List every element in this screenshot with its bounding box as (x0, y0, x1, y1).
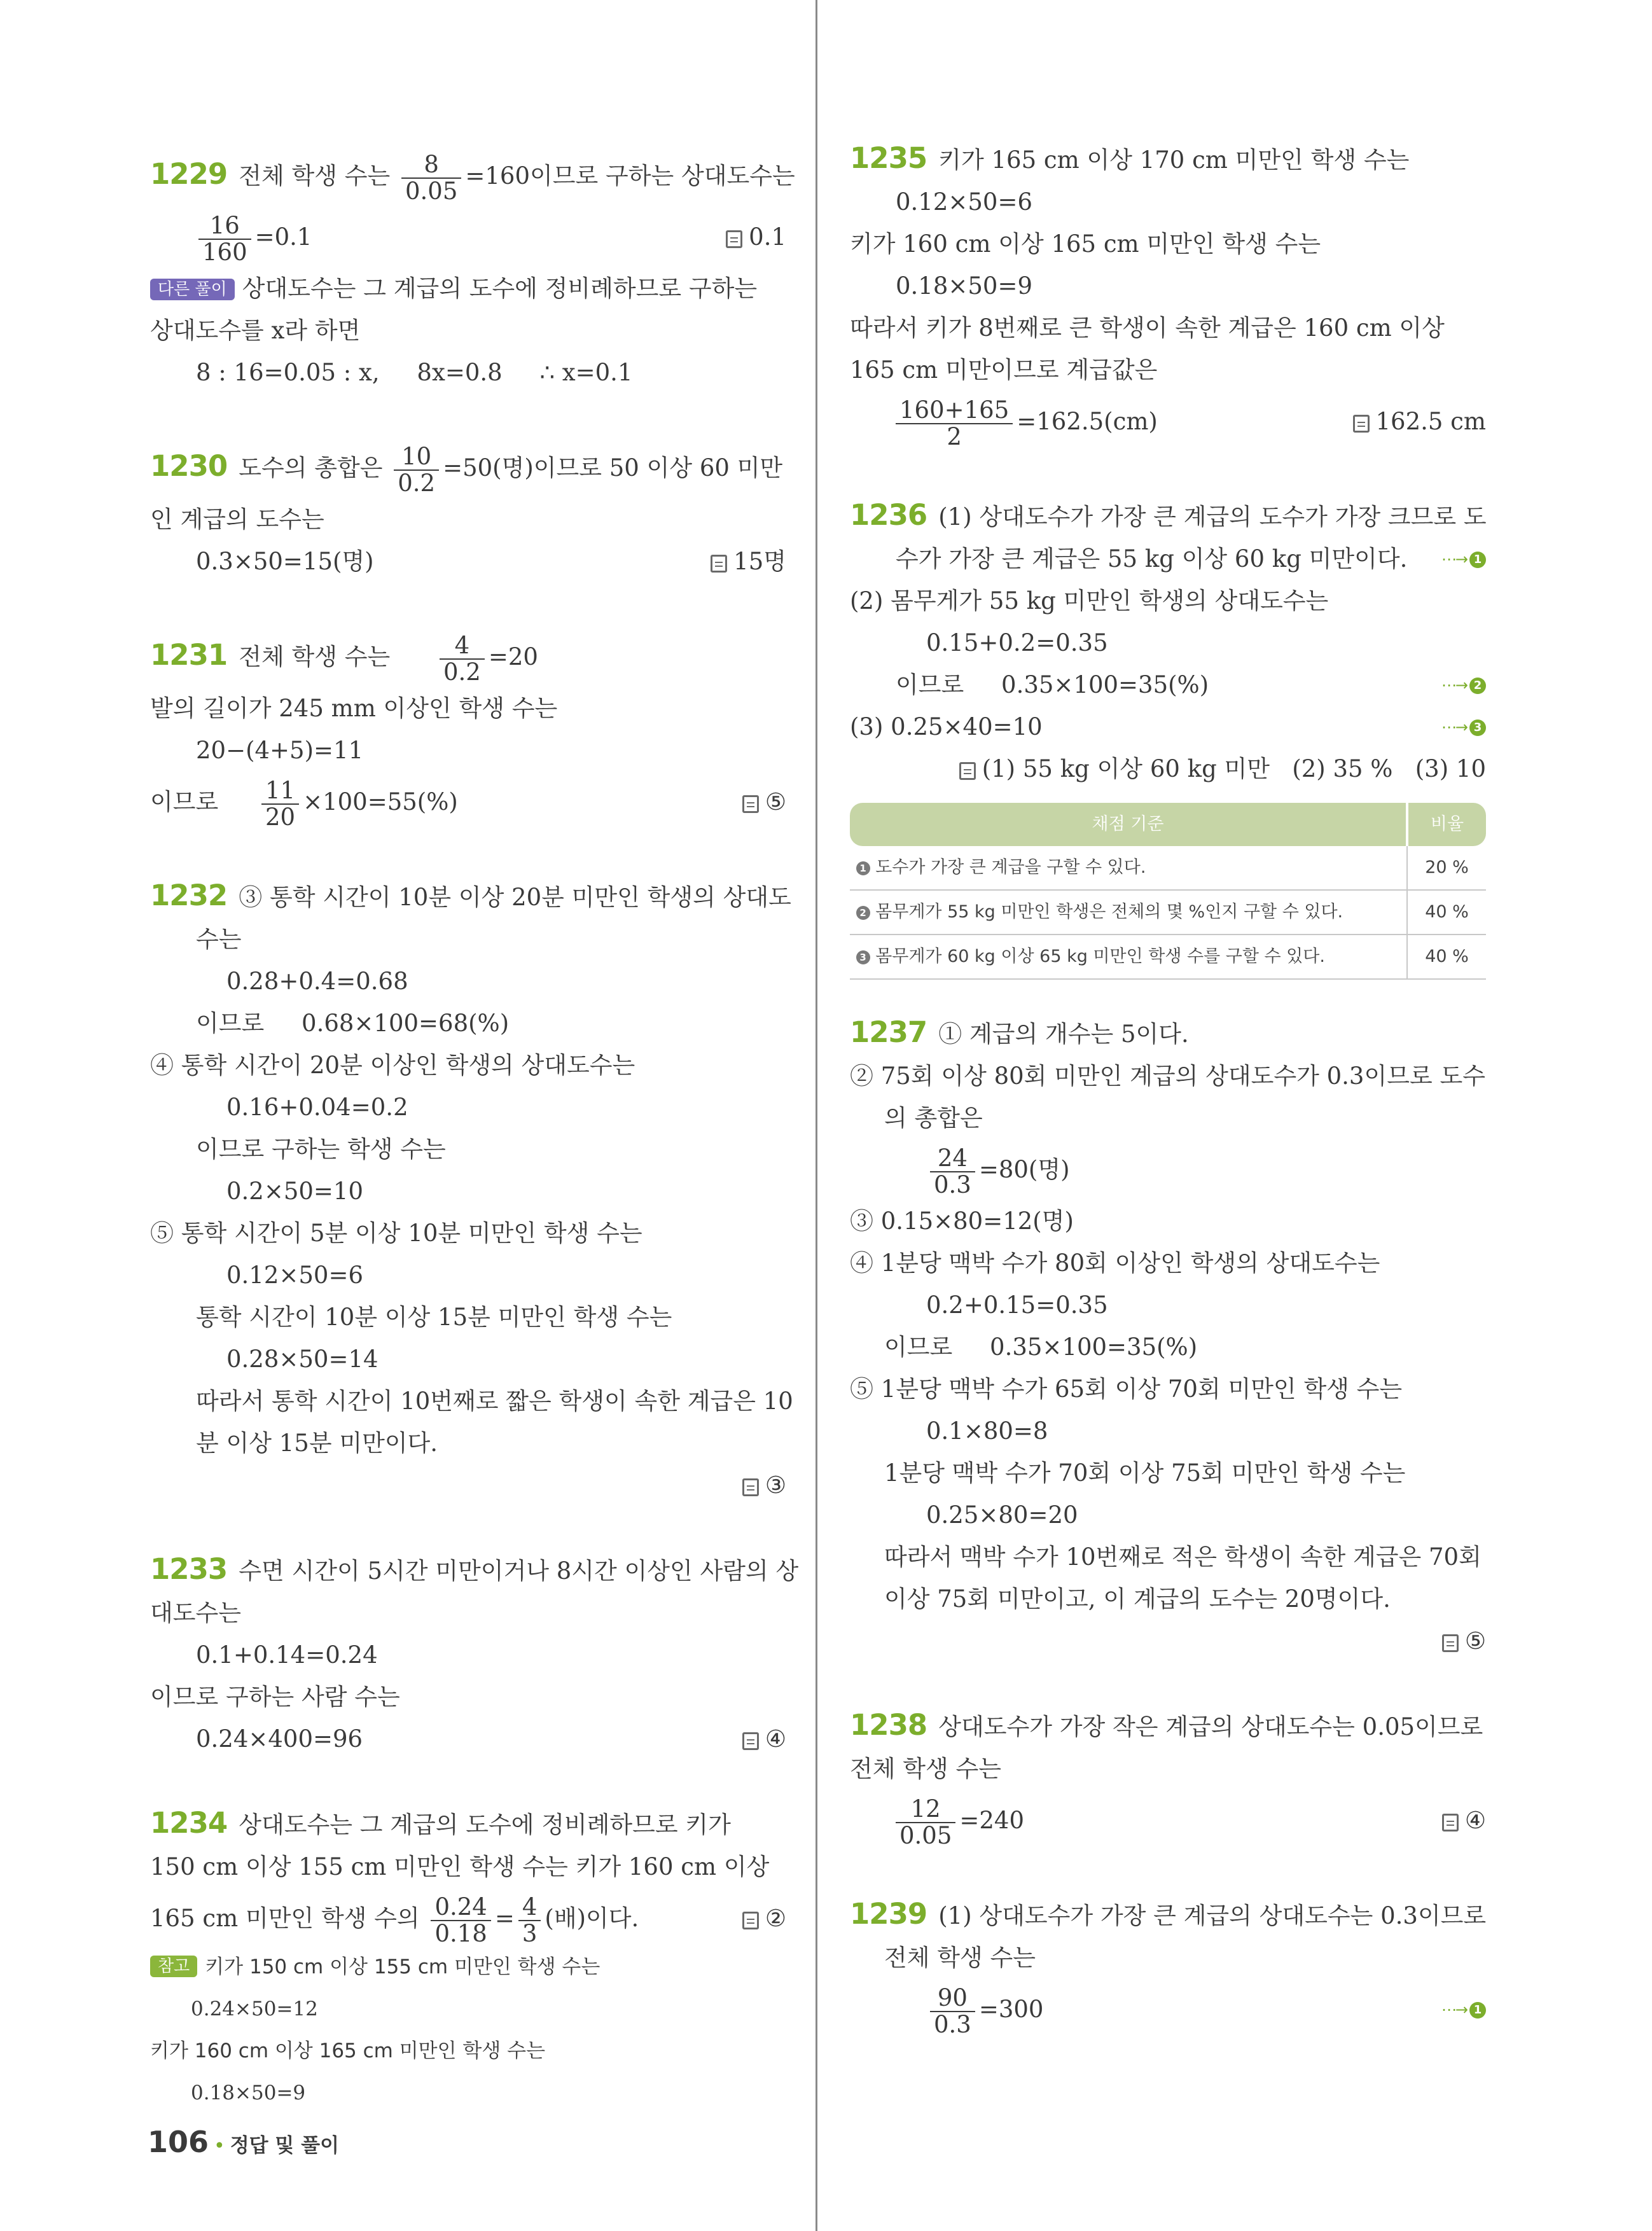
column-header: 채점 기준 (850, 803, 1407, 846)
step-marker (1441, 538, 1486, 580)
problem-line (850, 1410, 1486, 1452)
problem-line (850, 664, 1486, 706)
problem-line (150, 1129, 786, 1171)
section-title: 정답 및 풀이 (230, 2134, 340, 2157)
text: 전체 학생 수는 (239, 162, 391, 190)
problem-line (850, 1452, 1486, 1494)
problem-1230 (150, 436, 786, 583)
problem-line (850, 748, 1486, 790)
problem-line (850, 1748, 1486, 1790)
text: 0.24×400=96 (196, 1725, 363, 1753)
problem-line (850, 622, 1486, 664)
fraction (896, 1797, 955, 1849)
answer (1442, 1790, 1486, 1851)
problem-line (850, 1139, 1486, 1200)
table-row (850, 935, 1486, 979)
problem-line (150, 1003, 786, 1045)
column-header: 비율 (1407, 803, 1486, 846)
step-marker (1441, 664, 1486, 706)
problem-line (850, 538, 1486, 580)
problem-line (150, 1634, 786, 1676)
problem-line (150, 1338, 786, 1380)
problem-1236 (850, 494, 1486, 980)
bullet-icon: • (214, 2135, 225, 2157)
problem-1238 (850, 1704, 1486, 1851)
problem-line (150, 1171, 786, 1213)
table-cell (850, 935, 1407, 979)
problem-line (150, 310, 786, 352)
criteria-text: 몸무게가 55 kg 미만인 학생은 전체의 몇 %인지 구할 수 있다. (875, 902, 1343, 922)
fraction (401, 152, 461, 204)
text: 상대도수를 x라 하면 (150, 317, 361, 344)
step-marker (1441, 706, 1486, 748)
text: ③ 0.15×80=12(명) (850, 1207, 1074, 1235)
text: 키가 160 cm 이상 165 cm 미만인 학생 수는 (150, 2040, 546, 2062)
problem-line (150, 268, 786, 310)
problem-line (150, 919, 786, 961)
text: 이므로 0.35×100=35(%) (896, 671, 1209, 698)
problem-number: 1237 (850, 1015, 927, 1049)
problem-line (850, 1326, 1486, 1368)
alt-solution-badge: 다른 풀이 (150, 279, 235, 300)
problem-number: 1232 (150, 879, 228, 912)
problem-line (150, 1949, 786, 1991)
problem-line (850, 1893, 1486, 1937)
text: 분 이상 15분 미만이다. (196, 1429, 438, 1457)
answer-icon (1353, 415, 1370, 433)
denominator: 160 (202, 238, 247, 266)
text: 전체 학생 수는 (850, 1755, 1001, 1783)
problem-line (150, 625, 786, 688)
denominator: 0.2 (443, 658, 481, 686)
answer (726, 207, 786, 268)
numerator: 10 (394, 444, 439, 471)
text: 의 총합은 (884, 1104, 983, 1132)
problem-line (150, 1464, 786, 1506)
problem-line (150, 1422, 786, 1464)
text: 20−(4+5)=11 (196, 737, 364, 764)
answer-value: 162.5 cm (1375, 408, 1486, 435)
problem-line (850, 1620, 1486, 1662)
text: =240 (959, 1807, 1025, 1834)
text: 상대도수는 그 계급의 도수에 정비례하므로 키가 (239, 1811, 731, 1838)
answer-value: ② (765, 1905, 786, 1932)
text: 상대도수는 그 계급의 도수에 정비례하므로 구하는 (242, 275, 758, 302)
problem-number: 1234 (150, 1806, 228, 1840)
problem-line (150, 1548, 799, 1592)
answer-value: ③ (765, 1471, 786, 1499)
problem-line (850, 1536, 1486, 1578)
problem-line (150, 1676, 786, 1718)
answer (742, 1464, 786, 1506)
problem-line (850, 1704, 1486, 1748)
column-divider (816, 0, 817, 2231)
problem-number: 1235 (850, 141, 927, 175)
problem-line (150, 2075, 786, 2117)
text: ×100=55(%) (303, 788, 458, 816)
answer-icon (1442, 1634, 1459, 1652)
text: 1분당 맥박 수가 70회 이상 75회 미만인 학생 수는 (884, 1459, 1406, 1487)
fraction (896, 398, 1013, 450)
problem-line (150, 1991, 786, 2033)
problem-line (150, 1296, 786, 1338)
text: 0.1×80=8 (926, 1417, 1048, 1445)
text: ⑤ 1분당 맥박 수가 65회 이상 70회 미만인 학생 수는 (850, 1375, 1403, 1403)
problem-number: 1236 (850, 498, 927, 532)
answer-value: (1) 55 kg 이상 60 kg 미만 (2) 35 % (3) 10 (982, 755, 1486, 782)
problem-line (150, 1888, 786, 1949)
text: 수면 시간이 5시간 미만이거나 8시간 이상인 사람의 상 (239, 1557, 799, 1585)
text: 0.2+0.15=0.35 (926, 1291, 1108, 1319)
step-marker (1441, 1979, 1486, 2040)
text: 0.3×50=15(명) (196, 548, 374, 575)
text: 이므로 구하는 사람 수는 (150, 1683, 400, 1711)
grading-table (850, 803, 1486, 980)
problem-line (850, 1979, 1486, 2040)
text: 전체 학생 수는 (884, 1944, 1036, 1971)
denominator: 0.18 (434, 1919, 487, 1947)
problem-line (850, 1368, 1486, 1410)
criteria-text: 몸무게가 60 kg 이상 65 kg 미만인 학생 수를 구할 수 있다. (875, 947, 1325, 966)
text: 키가 160 cm 이상 165 cm 미만인 학생 수는 (850, 230, 1321, 258)
answer-value: ④ (765, 1725, 786, 1753)
answer (959, 748, 1486, 790)
problem-number: 1239 (850, 1897, 927, 1931)
problem-number: 1233 (150, 1552, 228, 1586)
problem-line (850, 494, 1486, 538)
arrow-icon: ⋯→ (1441, 550, 1467, 568)
denominator: 20 (265, 803, 296, 831)
text: 도수의 총합은 (239, 454, 383, 482)
answer (1353, 391, 1487, 452)
problem-line (150, 541, 786, 583)
problem-line (150, 1380, 793, 1422)
problem-line (150, 436, 786, 499)
text: ② 75회 이상 80회 미만인 계급의 상대도수가 0.3이므로 도수 (850, 1062, 1485, 1090)
problem-line (850, 307, 1486, 349)
text: 0.28×50=14 (226, 1345, 378, 1373)
answer-value: ④ (1464, 1807, 1486, 1834)
text: 이므로 0.68×100=68(%) (196, 1010, 510, 1037)
text: (1) 상대도수가 가장 큰 계급의 상대도수는 0.3이므로 (938, 1902, 1487, 1929)
text: 0.2×50=10 (226, 1178, 364, 1205)
numerator: 90 (930, 1985, 975, 2012)
text: (3) 0.25×40=10 (850, 713, 1043, 740)
problem-line (150, 730, 786, 772)
problem-1233 (150, 1548, 799, 1760)
problem-line (850, 181, 1486, 223)
text: 0.18×50=9 (896, 272, 1033, 300)
text: 0.12×50=6 (226, 1261, 364, 1289)
problem-line (850, 1011, 1486, 1055)
problem-line (850, 223, 1486, 265)
answer (711, 541, 786, 583)
problem-line (150, 1802, 786, 1846)
problem-line (150, 207, 786, 268)
answer (1442, 1620, 1486, 1662)
fraction (518, 1894, 541, 1947)
text: 0.28+0.4=0.68 (226, 968, 408, 995)
criteria-text: 도수가 가장 큰 계급을 구할 수 있다. (875, 858, 1146, 877)
problem-line (850, 1200, 1486, 1242)
problem-1234 (150, 1802, 786, 2117)
text: =50(명)이므로 50 이상 60 미만 (443, 454, 783, 482)
arrow-icon: ⋯→ (1441, 2001, 1467, 2019)
answer-icon (742, 795, 759, 813)
table-cell: 40 % (1407, 935, 1486, 979)
problem-line (850, 1284, 1486, 1326)
text: 키가 150 cm 이상 155 cm 미만인 학생 수는 (205, 1956, 600, 1978)
fraction (431, 1894, 490, 1947)
problem-line (150, 875, 791, 919)
numerator: 4 (518, 1894, 541, 1921)
page-footer (148, 2125, 339, 2159)
text: 이상 75회 미만이고, 이 계급의 도수는 20명이다. (884, 1585, 1391, 1613)
problem-line (150, 961, 786, 1003)
text: 수가 가장 큰 계급은 55 kg 이상 60 kg 미만이다. (896, 545, 1408, 573)
numerator: 12 (896, 1797, 955, 1823)
number-icon: 1 (856, 861, 870, 875)
problem-number: 1229 (150, 157, 228, 191)
denominator: 0.05 (899, 1821, 952, 1849)
table-cell (850, 846, 1407, 890)
answer-icon (742, 1732, 759, 1750)
text: 전체 학생 수는 (239, 643, 391, 671)
answer (742, 772, 786, 833)
text: 0.16+0.04=0.2 (226, 1094, 408, 1121)
problem-line (150, 772, 786, 833)
text: 0.24×50=12 (191, 1998, 318, 2020)
text: =20 (488, 643, 538, 671)
problem-line (850, 706, 1486, 748)
fraction (930, 1146, 975, 1198)
text: 대도수는 (150, 1599, 241, 1627)
number-icon: 2 (856, 906, 870, 920)
problem-line (850, 391, 1486, 452)
text: 이므로 구하는 학생 수는 (196, 1136, 446, 1163)
table-row (850, 890, 1486, 935)
problem-1237 (850, 1011, 1486, 1662)
text: ③ 통학 시간이 10분 이상 20분 미만인 학생의 상대도 (239, 884, 791, 911)
text: 따라서 통학 시간이 10번째로 짧은 학생이 속한 계급은 10 (196, 1387, 793, 1415)
text: ① 계급의 개수는 5이다. (938, 1020, 1189, 1048)
problem-1229 (150, 144, 795, 394)
right-column (850, 137, 1486, 2040)
denominator: 0.2 (398, 469, 436, 497)
fraction (440, 633, 485, 685)
problem-number: 1231 (150, 638, 228, 672)
answer-value: 0.1 (749, 223, 786, 251)
problem-1232 (150, 875, 793, 1506)
problem-line (850, 1578, 1486, 1620)
text: 0.12×50=6 (896, 188, 1033, 216)
problem-line (150, 1255, 786, 1296)
step-number-icon: 3 (1469, 719, 1486, 736)
problem-line (150, 2033, 786, 2075)
problem-line (150, 1045, 786, 1087)
denominator: 0.3 (934, 2010, 971, 2038)
step-number-icon: 1 (1469, 2002, 1486, 2019)
answer-icon (1442, 1814, 1459, 1831)
arrow-icon: ⋯→ (1441, 718, 1467, 736)
fraction (394, 444, 439, 496)
numerator: 16 (198, 213, 251, 240)
problem-1235 (850, 137, 1486, 452)
step-number-icon: 2 (1469, 678, 1486, 694)
table-row (850, 846, 1486, 890)
problem-line (850, 265, 1486, 307)
text: = (494, 1905, 515, 1932)
denominator: 0.05 (405, 177, 458, 205)
answer (742, 1888, 786, 1949)
denominator: 0.3 (934, 1171, 971, 1199)
answer-value: ⑤ (1464, 1627, 1486, 1655)
text: (2) 몸무게가 55 kg 미만인 학생의 상대도수는 (850, 587, 1329, 615)
problem-number: 1230 (150, 449, 228, 483)
answer-icon (726, 230, 742, 248)
text: ⑤ 통학 시간이 5분 이상 10분 미만인 학생 수는 (150, 1220, 642, 1247)
text: 0.15+0.2=0.35 (926, 629, 1108, 657)
table-header-row (850, 803, 1486, 846)
text: 키가 165 cm 이상 170 cm 미만인 학생 수는 (938, 146, 1410, 174)
problem-line (150, 144, 795, 207)
problem-line (850, 137, 1486, 181)
text: 0.1+0.14=0.24 (196, 1641, 378, 1669)
text: =0.1 (254, 223, 312, 251)
problem-line (150, 352, 786, 394)
step-number-icon: 1 (1469, 552, 1486, 568)
problem-1231 (150, 625, 786, 833)
text: =80(명) (978, 1156, 1070, 1183)
problem-line (150, 1846, 786, 1888)
text: 인 계급의 도수는 (150, 506, 324, 533)
problem-line (150, 1213, 786, 1255)
problem-line (850, 1242, 1486, 1284)
table-cell: 20 % (1407, 846, 1486, 890)
problem-line (150, 1087, 786, 1129)
text: 이므로 0.35×100=35(%) (884, 1333, 1198, 1361)
answer (742, 1718, 786, 1760)
problem-line (850, 1097, 1486, 1139)
problem-line (150, 1718, 786, 1760)
problem-line (850, 349, 1486, 391)
arrow-icon: ⋯→ (1441, 676, 1467, 694)
text: 따라서 맥박 수가 10번째로 적은 학생이 속한 계급은 70회 (884, 1543, 1482, 1571)
problem-line (150, 1592, 786, 1634)
text: (배)이다. (545, 1905, 639, 1932)
note-badge: 참고 (150, 1956, 197, 1977)
problem-line (150, 499, 786, 541)
problem-line (150, 688, 786, 730)
denominator: 3 (522, 1919, 538, 1947)
numerator: 11 (261, 778, 299, 805)
problem-line (850, 1937, 1486, 1979)
problem-number: 1238 (850, 1708, 927, 1742)
answer-icon (711, 555, 727, 573)
problem-line (850, 1494, 1486, 1536)
fraction (198, 213, 251, 265)
text: 따라서 키가 8번째로 큰 학생이 속한 계급은 160 cm 이상 (850, 314, 1445, 342)
problem-1239 (850, 1893, 1486, 2040)
answer-value: 15명 (733, 548, 786, 575)
text: 발의 길이가 245 mm 이상인 학생 수는 (150, 695, 558, 722)
text: =300 (978, 1996, 1044, 2023)
text: 상대도수가 가장 작은 계급의 상대도수는 0.05이므로 (938, 1713, 1483, 1741)
page-number: 106 (148, 2125, 209, 2159)
answer-icon (742, 1478, 759, 1496)
denominator: 2 (947, 422, 962, 450)
answer-value: ⑤ (765, 788, 786, 816)
text: 165 cm 미만인 학생 수의 (150, 1905, 420, 1932)
text: 수는 (196, 926, 242, 953)
text: ④ 통학 시간이 20분 이상인 학생의 상대도수는 (150, 1052, 635, 1079)
text: 0.18×50=9 (191, 2082, 306, 2104)
answer-icon (742, 1912, 759, 1929)
text: 이므로 (150, 788, 219, 816)
problem-line (850, 1055, 1486, 1097)
text: =162.5(cm) (1017, 408, 1158, 435)
numerator: 160+165 (896, 398, 1013, 424)
number-icon: 3 (856, 950, 870, 964)
problem-line (850, 580, 1486, 622)
left-column (150, 144, 799, 2117)
text: 통학 시간이 10분 이상 15분 미만인 학생 수는 (196, 1303, 672, 1331)
numerator: 4 (440, 633, 485, 660)
table-cell (850, 890, 1407, 935)
table-cell: 40 % (1407, 890, 1486, 935)
text: 0.25×80=20 (926, 1501, 1078, 1529)
answer-icon (959, 762, 976, 780)
text: (1) 상대도수가 가장 큰 계급의 도수가 가장 크므로 도 (938, 503, 1487, 531)
fraction (261, 778, 299, 830)
text: =160이므로 구하는 상대도수는 (465, 162, 795, 190)
text: ④ 1분당 맥박 수가 80회 이상인 학생의 상대도수는 (850, 1249, 1380, 1277)
text: 165 cm 미만이므로 계급값은 (850, 356, 1158, 384)
numerator: 8 (401, 152, 461, 179)
numerator: 24 (930, 1146, 975, 1172)
problem-line (850, 1790, 1486, 1851)
fraction (930, 1985, 975, 2038)
text: 8 : 16=0.05 : x, 8x=0.8 ∴ x=0.1 (196, 359, 633, 386)
numerator: 0.24 (431, 1894, 490, 1921)
text: 150 cm 이상 155 cm 미만인 학생 수는 키가 160 cm 이상 (150, 1853, 770, 1880)
